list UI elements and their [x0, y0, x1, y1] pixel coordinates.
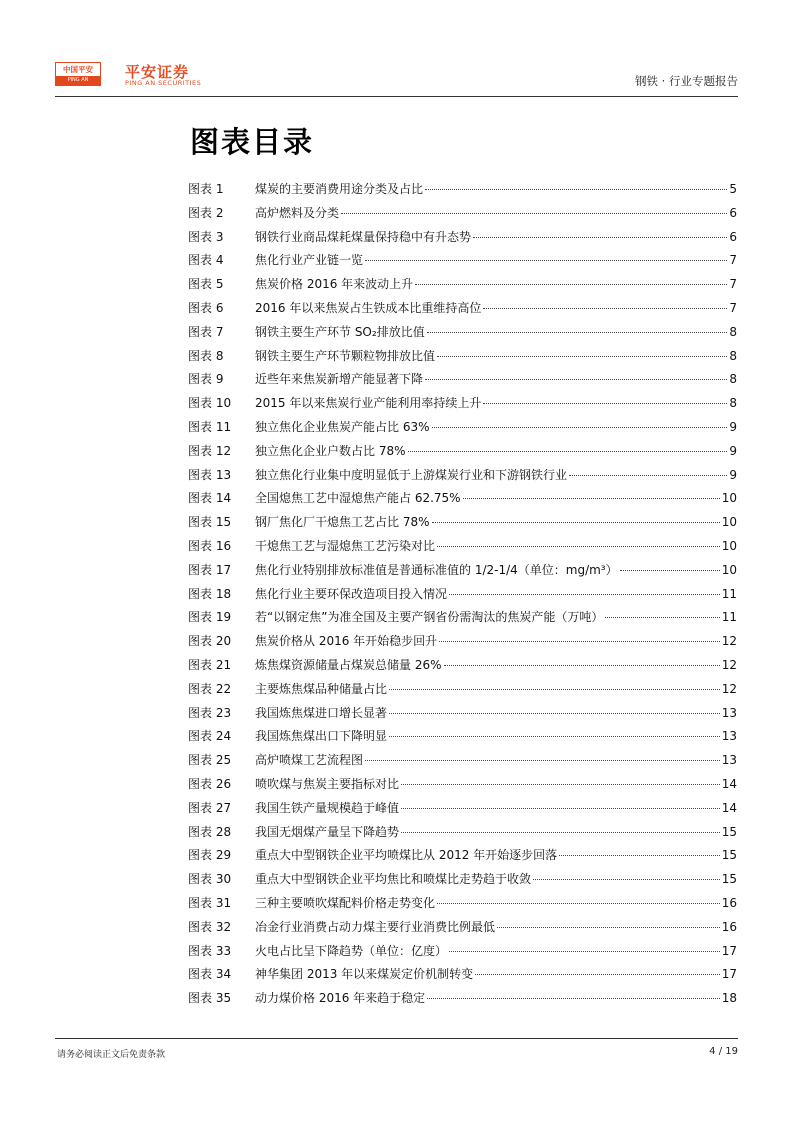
- toc-entry-label: 图表 31: [188, 895, 232, 910]
- toc-entry[interactable]: [188, 487, 737, 511]
- toc-leader-dots: [569, 475, 727, 476]
- toc-entry-label: 图表 4: [188, 253, 224, 268]
- toc-entry[interactable]: [188, 297, 737, 321]
- toc-entry-page: 11: [721, 610, 737, 625]
- toc-entry[interactable]: [188, 821, 737, 845]
- page-header: [55, 58, 738, 94]
- toc-leader-dots: [427, 998, 720, 999]
- toc-entry[interactable]: [188, 797, 737, 821]
- toc-leader-dots: [389, 736, 720, 737]
- toc-entry[interactable]: [188, 368, 737, 392]
- toc-entry-label: 图表 11: [188, 419, 232, 434]
- toc-entry-page: 18: [721, 991, 737, 1006]
- toc-entry-label: 图表 14: [188, 491, 232, 506]
- toc-entry-title: 钢铁主要生产环节颗粒物排放比值: [255, 348, 436, 363]
- toc-entry-title: 重点大中型钢铁企业平均焦比和喷煤比走势趋于收敛: [255, 872, 532, 887]
- toc-entry-title: 我国生铁产量规模趋于峰值: [255, 800, 400, 815]
- toc-entry-label: 图表 27: [188, 800, 232, 815]
- logo-top-text: 中国平安: [63, 65, 93, 74]
- brand-name-en: PING AN SECURITIES: [125, 79, 202, 87]
- toc-leader-dots: [449, 594, 720, 595]
- toc-entry-label: 图表 34: [188, 967, 232, 982]
- toc-leader-dots: [483, 308, 727, 309]
- toc-leader-dots: [463, 498, 720, 499]
- toc-entry-page: 12: [721, 634, 737, 649]
- toc-entry-page: 14: [721, 800, 737, 815]
- toc-entry-page: 17: [721, 943, 737, 958]
- toc-entry-page: 9: [729, 467, 737, 482]
- toc-entry-page: 15: [721, 872, 737, 887]
- logo-bottom-text: PING AN: [56, 76, 100, 85]
- figure-table-of-contents: [188, 178, 737, 1011]
- toc-entry-title: 神华集团 2013 年以来煤炭定价机制转变: [255, 967, 474, 982]
- toc-entry-page: 11: [721, 586, 737, 601]
- toc-entry-label: 图表 3: [188, 229, 224, 244]
- toc-entry[interactable]: [188, 464, 737, 488]
- toc-entry-page: 13: [721, 753, 737, 768]
- toc-entry[interactable]: [188, 178, 737, 202]
- toc-entry[interactable]: [188, 440, 737, 464]
- toc-entry-label: 图表 20: [188, 634, 232, 649]
- toc-entry-label: 图表 12: [188, 443, 232, 458]
- toc-entry-label: 图表 2: [188, 205, 224, 220]
- toc-leader-dots: [620, 570, 720, 571]
- toc-leader-dots: [427, 332, 728, 333]
- toc-leader-dots: [497, 927, 720, 928]
- toc-leader-dots: [559, 855, 720, 856]
- toc-entry-page: 17: [721, 967, 737, 982]
- toc-leader-dots: [605, 617, 719, 618]
- toc-entry-page: 15: [721, 824, 737, 839]
- toc-entry-label: 图表 25: [188, 753, 232, 768]
- toc-entry-label: 图表 1: [188, 182, 224, 196]
- toc-leader-dots: [437, 356, 727, 357]
- toc-entry-label: 图表 13: [188, 467, 232, 482]
- toc-entry-label: 图表 5: [188, 277, 224, 292]
- toc-entry-title: 独立焦化企业焦炭产能占比 63%: [255, 419, 430, 434]
- toc-entry[interactable]: [188, 940, 737, 964]
- toc-entry-label: 图表 21: [188, 657, 232, 672]
- toc-leader-dots: [432, 522, 720, 523]
- toc-entry-title: 主要炼焦煤品种储量占比: [255, 681, 388, 696]
- toc-leader-dots: [389, 689, 720, 690]
- toc-entry-title: 焦炭价格 2016 年来波动上升: [255, 277, 414, 292]
- toc-entry-page: 15: [721, 848, 737, 863]
- toc-entry-title: 钢铁行业商品煤耗煤量保持稳中有升态势: [255, 229, 472, 244]
- toc-leader-dots: [415, 284, 727, 285]
- toc-entry-page: 13: [721, 729, 737, 744]
- toc-leader-dots: [449, 951, 720, 952]
- footer-disclaimer: 请务必阅读正文后免责条款: [57, 1050, 166, 1060]
- toc-entry-title: 焦化行业主要环保改造项目投入情况: [255, 586, 448, 601]
- toc-entry[interactable]: [188, 202, 737, 226]
- toc-entry-label: 图表 19: [188, 610, 232, 625]
- page-title: 图表目录: [190, 125, 315, 159]
- toc-entry-label: 图表 24: [188, 729, 232, 744]
- toc-entry[interactable]: [188, 559, 737, 583]
- toc-entry[interactable]: [188, 345, 737, 369]
- toc-leader-dots: [341, 213, 727, 214]
- toc-entry-page: 8: [729, 324, 737, 339]
- toc-entry-title: 喷吹煤与焦炭主要指标对比: [255, 776, 400, 791]
- toc-entry-label: 图表 9: [188, 372, 224, 387]
- toc-leader-dots: [408, 451, 728, 452]
- toc-entry[interactable]: [188, 606, 737, 630]
- toc-entry-title: 独立焦化企业户数占比 78%: [255, 443, 406, 458]
- toc-leader-dots: [401, 808, 720, 809]
- toc-entry-title: 动力煤价格 2016 年来趋于稳定: [255, 991, 426, 1006]
- toc-entry-title: 钢厂焦化厂干熄焦工艺占比 78%: [255, 515, 430, 530]
- toc-entry-label: 图表 23: [188, 705, 232, 720]
- toc-leader-dots: [437, 546, 720, 547]
- toc-leader-dots: [425, 189, 727, 190]
- toc-entry-page: 16: [721, 919, 737, 934]
- toc-entry-label: 图表 30: [188, 872, 232, 887]
- toc-leader-dots: [437, 903, 720, 904]
- toc-entry-label: 图表 6: [188, 300, 224, 315]
- toc-entry[interactable]: [188, 892, 737, 916]
- toc-entry-label: 图表 18: [188, 586, 232, 601]
- toc-leader-dots: [365, 760, 720, 761]
- toc-entry-label: 图表 8: [188, 348, 224, 363]
- ping-an-logo: [55, 62, 101, 86]
- toc-entry[interactable]: [188, 273, 737, 297]
- toc-entry[interactable]: [188, 535, 737, 559]
- toc-entry-title: 干熄焦工艺与湿熄焦工艺污染对比: [255, 538, 436, 553]
- toc-leader-dots: [483, 403, 727, 404]
- toc-leader-dots: [432, 427, 728, 428]
- toc-entry-page: 7: [729, 277, 737, 292]
- toc-entry-page: 10: [721, 538, 737, 553]
- toc-entry-label: 图表 26: [188, 776, 232, 791]
- toc-entry-page: 10: [721, 491, 737, 506]
- toc-entry[interactable]: [188, 963, 737, 987]
- toc-entry-title: 若“以钢定焦”为准全国及主要产钢省份需淘汰的焦炭产能（万吨）: [255, 610, 604, 625]
- header-divider: [55, 96, 738, 97]
- toc-entry-label: 图表 28: [188, 824, 232, 839]
- toc-entry[interactable]: [188, 583, 737, 607]
- toc-entry[interactable]: [188, 654, 737, 678]
- toc-entry[interactable]: [188, 702, 737, 726]
- toc-leader-dots: [533, 879, 720, 880]
- toc-entry-page: 7: [729, 300, 737, 315]
- toc-entry[interactable]: [188, 249, 737, 273]
- toc-entry-title: 2015 年以来焦炭行业产能利用率持续上升: [255, 396, 482, 411]
- toc-entry-page: 7: [729, 253, 737, 268]
- toc-entry[interactable]: [188, 678, 737, 702]
- toc-entry[interactable]: [188, 749, 737, 773]
- toc-entry-page: 13: [721, 705, 737, 720]
- toc-leader-dots: [473, 237, 727, 238]
- toc-entry-page: 10: [721, 562, 737, 577]
- toc-entry-label: 图表 10: [188, 396, 232, 411]
- toc-entry[interactable]: [188, 773, 737, 797]
- footer-page-number: 4 / 19: [709, 1046, 738, 1057]
- toc-entry-page: 12: [721, 681, 737, 696]
- toc-entry-page: 9: [729, 419, 737, 434]
- toc-entry-title: 冶金行业消费占动力煤主要行业消费比例最低: [255, 919, 496, 934]
- toc-entry-label: 图表 17: [188, 562, 232, 577]
- toc-leader-dots: [389, 713, 720, 714]
- toc-entry-label: 图表 32: [188, 919, 232, 934]
- toc-entry[interactable]: [188, 226, 737, 250]
- toc-entry[interactable]: [188, 844, 737, 868]
- toc-entry-title: 独立焦化行业集中度明显低于上游煤炭行业和下游钢铁行业: [255, 467, 568, 482]
- toc-entry-title: 高炉喷煤工艺流程图: [255, 753, 364, 768]
- toc-entry[interactable]: [188, 916, 737, 940]
- toc-entry-page: 6: [729, 205, 737, 220]
- toc-entry-title: 我国无烟煤产量呈下降趋势: [255, 824, 400, 839]
- toc-entry[interactable]: [188, 416, 737, 440]
- toc-entry-title: 重点大中型钢铁企业平均喷煤比从 2012 年开始逐步回落: [255, 848, 558, 863]
- toc-entry-title: 钢铁主要生产环节 SO₂排放比值: [255, 324, 425, 339]
- toc-leader-dots: [475, 974, 720, 975]
- toc-entry-label: 图表 22: [188, 681, 232, 696]
- report-type: 钢铁 · 行业专题报告: [635, 74, 738, 88]
- toc-entry-label: 图表 29: [188, 848, 232, 863]
- toc-entry-page: 5: [729, 182, 737, 196]
- toc-entry-page: 12: [721, 657, 737, 672]
- toc-entry-label: 图表 15: [188, 515, 232, 530]
- toc-entry-title: 火电占比呈下降趋势（单位：亿度）: [255, 943, 448, 958]
- toc-entry-page: 14: [721, 776, 737, 791]
- toc-entry-title: 焦化行业特别排放标准值是普通标准值的 1/2-1/4（单位：mg/m³）: [255, 562, 618, 577]
- toc-entry-label: 图表 7: [188, 324, 224, 339]
- toc-entry-page: 9: [729, 443, 737, 458]
- toc-leader-dots: [401, 784, 720, 785]
- toc-entry-page: 8: [729, 372, 737, 387]
- toc-entry-title: 近些年来焦炭新增产能显著下降: [255, 372, 424, 387]
- toc-entry-title: 焦炭价格从 2016 年开始稳步回升: [255, 634, 438, 649]
- toc-entry-page: 16: [721, 895, 737, 910]
- toc-entry[interactable]: [188, 987, 737, 1011]
- toc-entry[interactable]: [188, 725, 737, 749]
- toc-entry[interactable]: [188, 511, 737, 535]
- toc-entry-title: 2016 年以来焦炭占生铁成本比重维持高位: [255, 300, 482, 315]
- toc-entry-page: 8: [729, 348, 737, 363]
- toc-entry[interactable]: [188, 630, 737, 654]
- toc-entry-title: 高炉燃料及分类: [255, 205, 340, 220]
- toc-entry-page: 8: [729, 396, 737, 411]
- toc-entry-page: 6: [729, 229, 737, 244]
- toc-entry-title: 我国炼焦煤出口下降明显: [255, 729, 388, 744]
- toc-entry-title: 炼焦煤资源储量占煤炭总储量 26%: [255, 657, 442, 672]
- toc-entry-label: 图表 16: [188, 538, 232, 553]
- toc-leader-dots: [444, 665, 720, 666]
- toc-entry-title: 三种主要喷吹煤配料价格走势变化: [255, 895, 436, 910]
- brand-name-cn: 平安证券: [125, 63, 190, 81]
- toc-entry-title: 焦化行业产业链一览: [255, 253, 364, 268]
- toc-leader-dots: [425, 379, 727, 380]
- toc-entry[interactable]: [188, 321, 737, 345]
- toc-entry-label: 图表 33: [188, 943, 232, 958]
- toc-entry-label: 图表 35: [188, 991, 232, 1006]
- toc-entry[interactable]: [188, 392, 737, 416]
- toc-leader-dots: [401, 832, 720, 833]
- toc-leader-dots: [439, 641, 720, 642]
- toc-leader-dots: [365, 260, 727, 261]
- toc-entry[interactable]: [188, 868, 737, 892]
- toc-entry-title: 全国熄焦工艺中湿熄焦产能占 62.75%: [255, 491, 461, 506]
- toc-entry-title: 我国炼焦煤进口增长显著: [255, 705, 388, 720]
- footer-divider: [55, 1038, 738, 1039]
- toc-entry-title: 煤炭的主要消费用途分类及占比: [255, 182, 424, 196]
- toc-entry-page: 10: [721, 515, 737, 530]
